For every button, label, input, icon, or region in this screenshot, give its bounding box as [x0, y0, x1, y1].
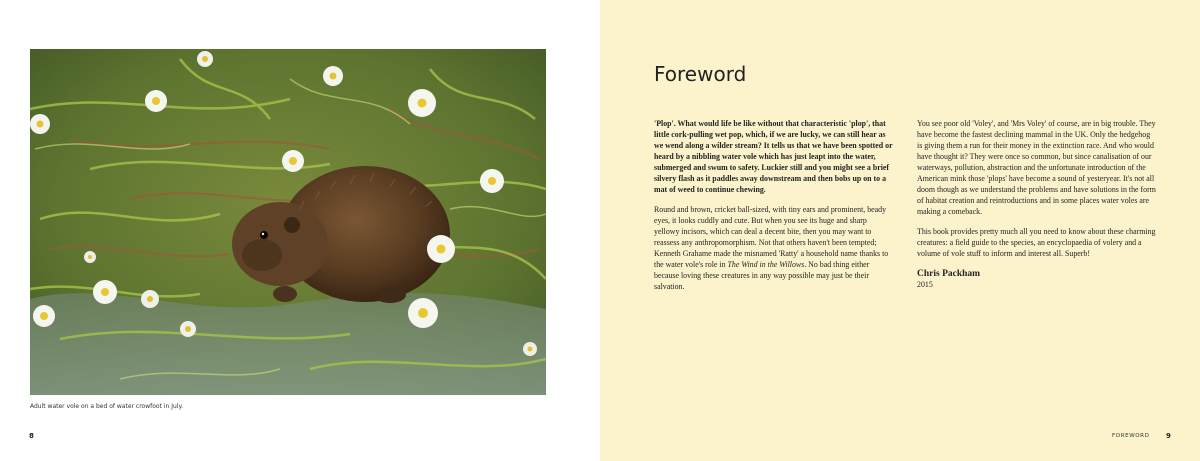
signature [917, 268, 1157, 290]
author-name: Chris Packham [917, 269, 981, 279]
book-title: The Wind in the Willows [727, 260, 805, 269]
paragraph-text: . No bad thing either because loving these creatures in any way possible may just be their salvation. [654, 260, 870, 291]
foreword-heading: Foreword [654, 62, 747, 86]
text-column-1 [654, 118, 894, 301]
signature-year: 2015 [917, 280, 933, 289]
page-number-left: 8 [29, 432, 34, 440]
page-number-right: 9 [1166, 432, 1171, 440]
photo-caption: Adult water vole on a bed of water crowfoot in July. [30, 403, 184, 410]
paragraph: You see poor old 'Voley', and 'Mrs Voley' of course, are in big trouble. They have become the fastest declining mammal in the UK. Only the hedgehog is giving them a run for their money in the extinction race. And who would have thought it? They were once so common, but since canalisation of our waterways, pollution, abstraction and the unfortunate introduction of the American mink those 'plops' have become a sound of yesteryear. It's not all doom though as we understand the problems and have solutions in the form of habitat creation and reintroductions and in some places water voles are making a comeback. [917, 119, 1156, 216]
running-head: FOREWORD [1112, 433, 1150, 439]
paragraph: This book provides pretty much all you need to know about these charming creatures: a field guide to the species, an encyclopaedia of volery and a volume of vole stuff to inform and interest all. Superb! [917, 227, 1156, 258]
text-column-2 [917, 118, 1157, 290]
lead-paragraph: 'Plop'. What would life be like without that characteristic 'plop', that little cork-pulling wet pop, which, if we are lucky, we can still hear as we wend along a wilder stream? It tells us that we have been spotted or heard by a nibbling water vole which has just leapt into the water, submerged and swum to safety. Luckier still and you might see a brief silvery flash as it paddles away downstream and then bobs up on to a mat of weed to continue chewing. [654, 119, 893, 194]
paragraph [654, 204, 894, 292]
water-vole-photo [30, 49, 546, 395]
paragraph-text: Round and brown, cricket ball-sized, with tiny ears and prominent, beady eyes, it looks cuddly and cute. But when you see its huge and sharp yellowy incisors, which can deal a decent bite, then you may want to reassess any anthropomorphism. Not that others haven't been tempted; Kenneth Grahame made the misnamed 'Ratty' a household name thanks to the water vole's role in [654, 205, 889, 269]
